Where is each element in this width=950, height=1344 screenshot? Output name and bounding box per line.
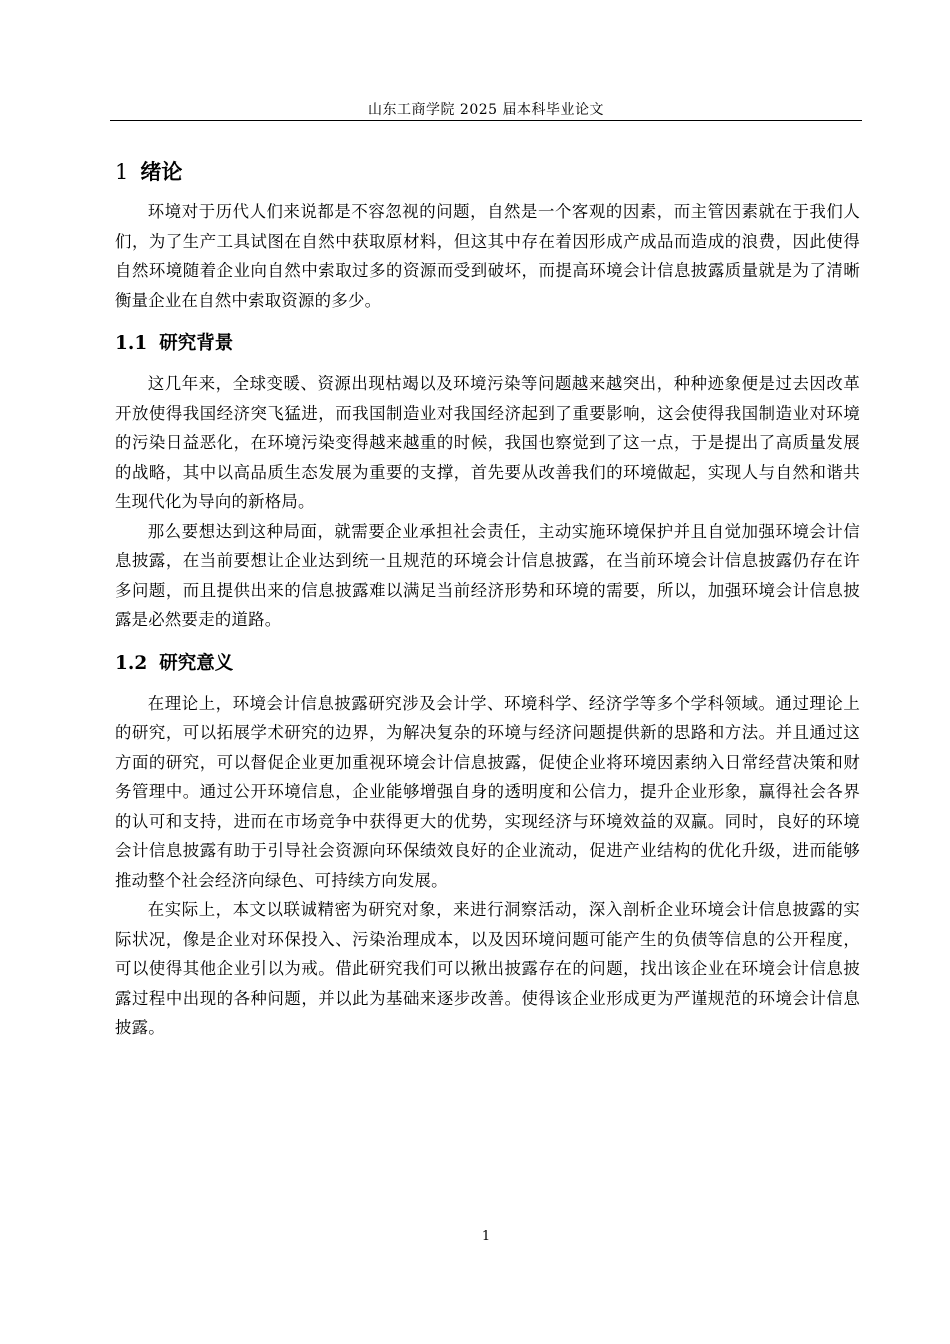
- section-title: 研究意义: [159, 652, 234, 674]
- chapter-title: 绪论: [140, 159, 183, 184]
- body-paragraph: 在理论上，环境会计信息披露研究涉及会计学、环境科学、经济学等多个学科领域。通过理论上的研究，可以拓展学术研究的边界，为解决复杂的环境与经济问题提供新的思路和方法。并且通过这方面的研究，可以督促企业更加重视环境会计信息披露，促使企业将环境因素纳入日常经营决策和财务管理中。通过公开环境信息，企业能够增强自身的透明度和公信力，提升企业形象，赢得社会各界的认可和支持，进而在市场竞争中获得更大的优势，实现经济与环境效益的双赢。同时，良好的环境会计信息披露有助于引导社会资源向环保绩效良好的企业流动，促进产业结构的优化升级，进而能够推动整个社会经济向绿色、可持续方向发展。: [115, 693, 860, 890]
- page-body: [115, 150, 860, 1043]
- section-title: 研究背景: [159, 333, 234, 354]
- header-rule: [110, 120, 862, 121]
- chapter-intro-paragraph: 环境对于历代人们来说都是不容忽视的问题，自然是一个客观的因素，而主管因素就在于我们人们，为了生产工具试图在自然中获取原材料，但这其中存在着因形成产成品而造成的浪费，因此使得自然环境随着企业向自然中索取过多的资源而受到破坏，而提高环境会计信息披露质量就是为了清晰衡量企业在自然中索取资源的多少。: [115, 202, 860, 310]
- body-paragraph: 那么要想达到这种局面，就需要企业承担社会责任，主动实施环境保护并且自觉加强环境会计信息披露，在当前要想让企业达到统一且规范的环境会计信息披露，在当前环境会计信息披露仍存在许多问题，而且提供出来的信息披露难以满足当前经济形势和环境的需要，所以，加强环境会计信息披露是必然要走的道路。: [115, 521, 860, 629]
- chapter-heading: [115, 155, 860, 189]
- body-paragraph: 在实际上，本文以联诚精密为研究对象，来进行洞察活动，深入剖析企业环境会计信息披露的实际状况，像是企业对环保投入、污染治理成本，以及因环境问题可能产生的负债等信息的公开程度，可以使得其他企业引以为戒。借此研究我们可以揪出披露存在的问题，找出该企业在环境会计信息披露过程中出现的各种问题，并以此为基础来逐步改善。使得该企业形成更为严谨规范的环境会计信息披露。: [115, 900, 860, 1037]
- chapter-number: 1: [115, 160, 129, 184]
- page-number: 1: [481, 1229, 491, 1244]
- section-heading: [115, 647, 860, 681]
- page-header: 山东工商学院 2025 届本科毕业论文: [367, 102, 605, 118]
- section-number: 1.2: [115, 652, 148, 674]
- section-heading: [115, 327, 860, 361]
- body-paragraph: 这几年来，全球变暖、资源出现枯竭以及环境污染等问题越来越突出，种种迹象便是过去因改革开放使得我国经济突飞猛进，而我国制造业对我国经济起到了重要影响，这会使得我国制造业对环境的污染日益恶化，在环境污染变得越来越重的时候，我国也察觉到了这一点，于是提出了高质量发展的战略，其中以高品质生态发展为重要的支撑，首先要从改善我们的环境做起，实现人与自然和谐共生现代化为导向的新格局。: [115, 374, 860, 511]
- section-number: 1.1: [115, 333, 148, 354]
